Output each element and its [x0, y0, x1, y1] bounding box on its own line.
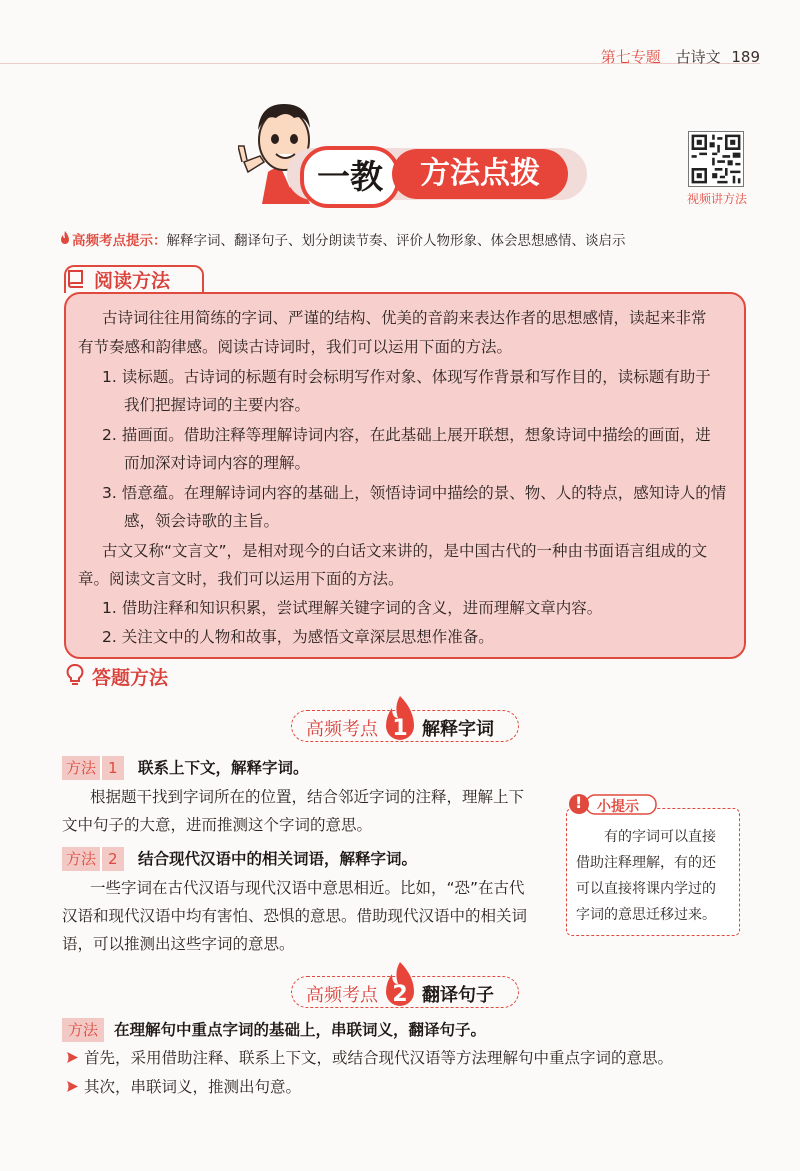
method-1-line: 根据题干找到字词所在的位置，结合邻近字词的注释，理解上下 [90, 788, 525, 806]
method-1-title: 联系上下文，解释字词。 [138, 759, 309, 777]
reading-title: 阅读方法 [94, 270, 171, 292]
header-topic: 第七专题 [600, 48, 661, 66]
tip-line: 有的字词可以直接 [604, 829, 716, 845]
method-3-tag: 方法 [62, 1018, 104, 1042]
key-point-2-label: 高频考点 [306, 985, 378, 1006]
reading-line: 1. 借助注释和知识积累，尝试理解关键字词的含义，进而理解文章内容。 [102, 599, 603, 617]
answer-title: 答题方法 [92, 667, 169, 689]
method-label: 方法 [66, 759, 97, 777]
method-2-title: 结合现代汉语中的相关词语，解释字词。 [138, 850, 418, 868]
flame-icon [60, 231, 70, 245]
page-header [601, 46, 760, 67]
qr-label: 视频讲方法 [686, 192, 747, 206]
method-1-tag [62, 756, 124, 780]
method-1-line: 文中句子的大意，进而推测这个字词的意思。 [62, 816, 373, 834]
method-label: 方法 [66, 850, 97, 868]
bullet-icon [66, 1080, 79, 1093]
reading-line: 2. 描画面。借助注释等理解诗词内容，在此基础上展开联想，想象诗词中描绘的画面，进 [102, 426, 711, 444]
method-2-line: 语，可以推测出这些字词的意思。 [62, 935, 295, 953]
reading-line: 1. 读标题。古诗词的标题有时会标明写作对象、体现写作背景和写作目的，读标题有助于 [102, 368, 711, 386]
header-section: 古诗文 [675, 48, 721, 66]
reading-line: 2. 关注文中的人物和故事，为感悟文章深层思想作准备。 [102, 628, 494, 646]
qr-code-icon[interactable] [688, 131, 744, 187]
method-2-tag [62, 847, 124, 871]
key-point-1-name: 解释字词 [422, 719, 494, 740]
reading-line: 有节奏感和韵律感。阅读古诗词时，我们可以运用下面的方法。 [78, 338, 513, 356]
key-point-1-number: 1 [392, 716, 408, 741]
banner-badge: 一教 [300, 146, 400, 208]
key-point-2-name: 翻译句子 [422, 985, 494, 1006]
tip-title: 小提示 [597, 799, 639, 815]
book-icon [66, 268, 86, 288]
tip-line: 借助注释理解，有的还 [576, 855, 716, 871]
key-point-2-number: 2 [392, 982, 408, 1007]
method-2-line: 汉语和现代汉语中均有害怕、恐惧的意思。借助现代汉语中的相关词 [62, 907, 528, 925]
tip-line: 字词的意思迁移过来。 [576, 907, 716, 923]
tip-body [576, 824, 732, 928]
bullet-icon [66, 1051, 79, 1064]
bullet-line: 其次，串联词义，推测出句意。 [84, 1078, 302, 1096]
key-points-hint [72, 229, 762, 249]
reading-line: 章。阅读文言文时，我们可以运用下面的方法。 [78, 570, 404, 588]
tip-line: 可以直接将课内学过的 [576, 881, 716, 897]
method-2-line: 一些字词在古代汉语与现代汉语中意思相近。比如，“恐”在古代 [90, 879, 525, 897]
reading-line: 3. 悟意蕴。在理解诗词内容的基础上，领悟诗词中描绘的景、物、人的特点，感知诗人的情 [102, 484, 727, 502]
reading-line: 而加深对诗词内容的理解。 [124, 454, 311, 472]
key-point-1-label: 高频考点 [306, 719, 378, 740]
method-3-title: 在理解句中重点字词的基础上，串联词义，翻译句子。 [114, 1021, 487, 1039]
banner-title: 方法点拨 [392, 149, 568, 199]
reading-line: 感，领会诗歌的主旨。 [124, 512, 280, 530]
method-1-number: 1 [100, 756, 124, 780]
key-points-label: 高频考点提示： [72, 233, 167, 249]
reading-line: 古文又称“文言文”，是相对现今的白话文来讲的，是中国古代的一种由书面语言组成的文 [102, 542, 708, 560]
bullet-line: 首先，采用借助注释、联系上下文，或结合现代汉语等方法理解句中重点字词的意思。 [84, 1049, 674, 1067]
key-points-text: 解释字词、翻译句子、划分朗读节奏、评价人物形象、体会思想感情、谈启示 [166, 233, 626, 249]
reading-line: 古诗词往往用简练的字词、严谨的结构、优美的音韵来表达作者的思想感情，读起来非常 [102, 309, 707, 327]
lightbulb-icon [66, 664, 84, 686]
reading-line: 我们把握诗词的主要内容。 [124, 396, 311, 414]
method-2-number: 2 [100, 847, 124, 871]
page-number: 189 [731, 48, 760, 66]
exclamation-icon: ! [575, 793, 583, 812]
